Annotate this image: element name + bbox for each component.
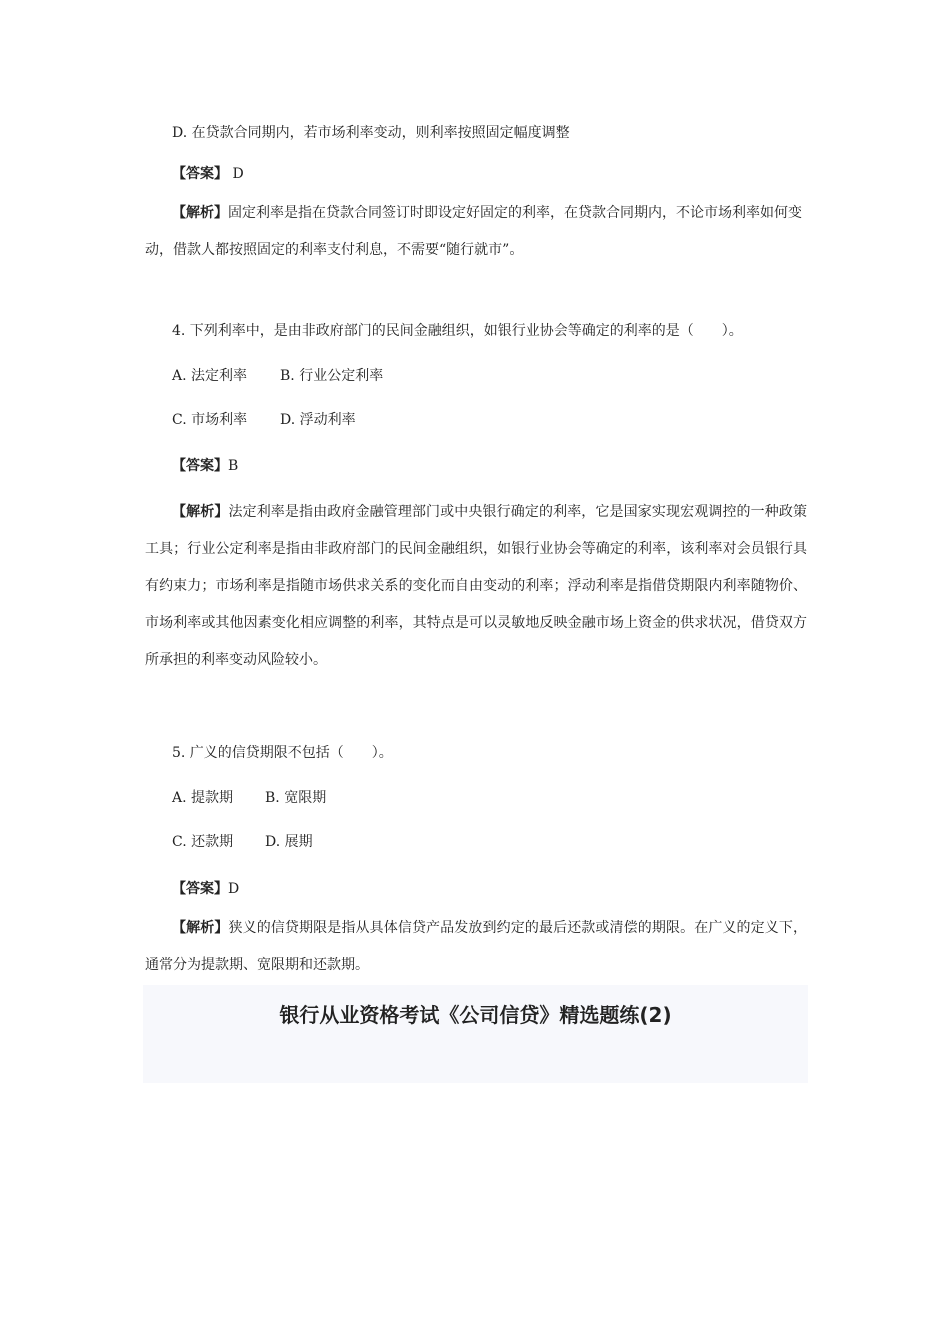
q4-option-b: B. 行业公定利率: [280, 368, 384, 384]
answer-label: 【答案】: [172, 458, 228, 474]
analysis-label: 【解析】: [172, 504, 229, 520]
answer-value: D: [228, 166, 244, 182]
q4-question: 4. 下列利率中，是由非政府部门的民间金融组织，如银行业协会等确定的利率的是（ ）。: [172, 323, 743, 339]
related-article-title[interactable]: 银行从业资格考试《公司信贷》精选题练(2): [279, 1003, 672, 1027]
analysis-label: 【解析】: [172, 920, 229, 936]
q5-options-ab: [172, 788, 326, 808]
q5-answer: [172, 879, 239, 899]
q4-option-d: D. 浮动利率: [280, 412, 356, 428]
analysis-text: 固定利率是指在贷款合同签订时即设定好固定的利率，在贷款合同期内，不论市场利率如何变动，借款人都按照固定的利率支付利息，不需要“随行就市”。: [145, 205, 802, 258]
q4-options-ab: [172, 366, 383, 386]
analysis-label: 【解析】: [172, 205, 228, 221]
q4-options-cd: [172, 410, 356, 430]
related-article-banner[interactable]: [143, 985, 808, 1083]
q4-option-a: A. 法定利率: [172, 368, 248, 384]
q5-option-a: A. 提款期: [172, 790, 234, 806]
q5-option-c: C. 还款期: [172, 834, 234, 850]
answer-label: 【答案】: [172, 881, 228, 897]
analysis-text: 狭义的信贷期限是指从具体信贷产品发放到约定的最后还款或清偿的期限。在广义的定义下，通常分为提款期、宽限期和还款期。: [145, 920, 808, 973]
analysis-text: 法定利率是指由政府金融管理部门或中央银行确定的利率，它是国家实现宏观调控的一种政策工具；行业公定利率是指由非政府部门的民间金融组织，如银行业协会等确定的利率，该利率对会员银行具有约束力；市场利率是指随市场供求关系的变化而自由变动的利率；浮动利率是指借贷期限内利率随物价、市场利率或其他因素变化相应调整的利率，其特点是可以灵敏地反映金融市场上资金的供求状况，借贷双方所承担的利率变动风险较小。: [145, 504, 808, 668]
q5-options-cd: [172, 832, 313, 852]
q3-option-d: D. 在贷款合同期内，若市场利率变动，则利率按照固定幅度调整: [172, 125, 570, 141]
q4-option-c: C. 市场利率: [172, 412, 248, 428]
q5-question: 5. 广义的信贷期限不包括（ ）。: [172, 745, 393, 761]
q5-analysis: [145, 910, 807, 984]
q5-option-d: D. 展期: [265, 834, 313, 850]
q4-analysis: [145, 494, 807, 679]
answer-value: B: [228, 458, 239, 474]
answer-value: D: [228, 881, 240, 897]
q3-analysis: [145, 195, 807, 269]
q4-answer: [172, 456, 238, 476]
answer-label: 【答案】: [172, 166, 228, 182]
q3-answer: [172, 164, 244, 184]
q5-option-b: B. 宽限期: [265, 790, 327, 806]
